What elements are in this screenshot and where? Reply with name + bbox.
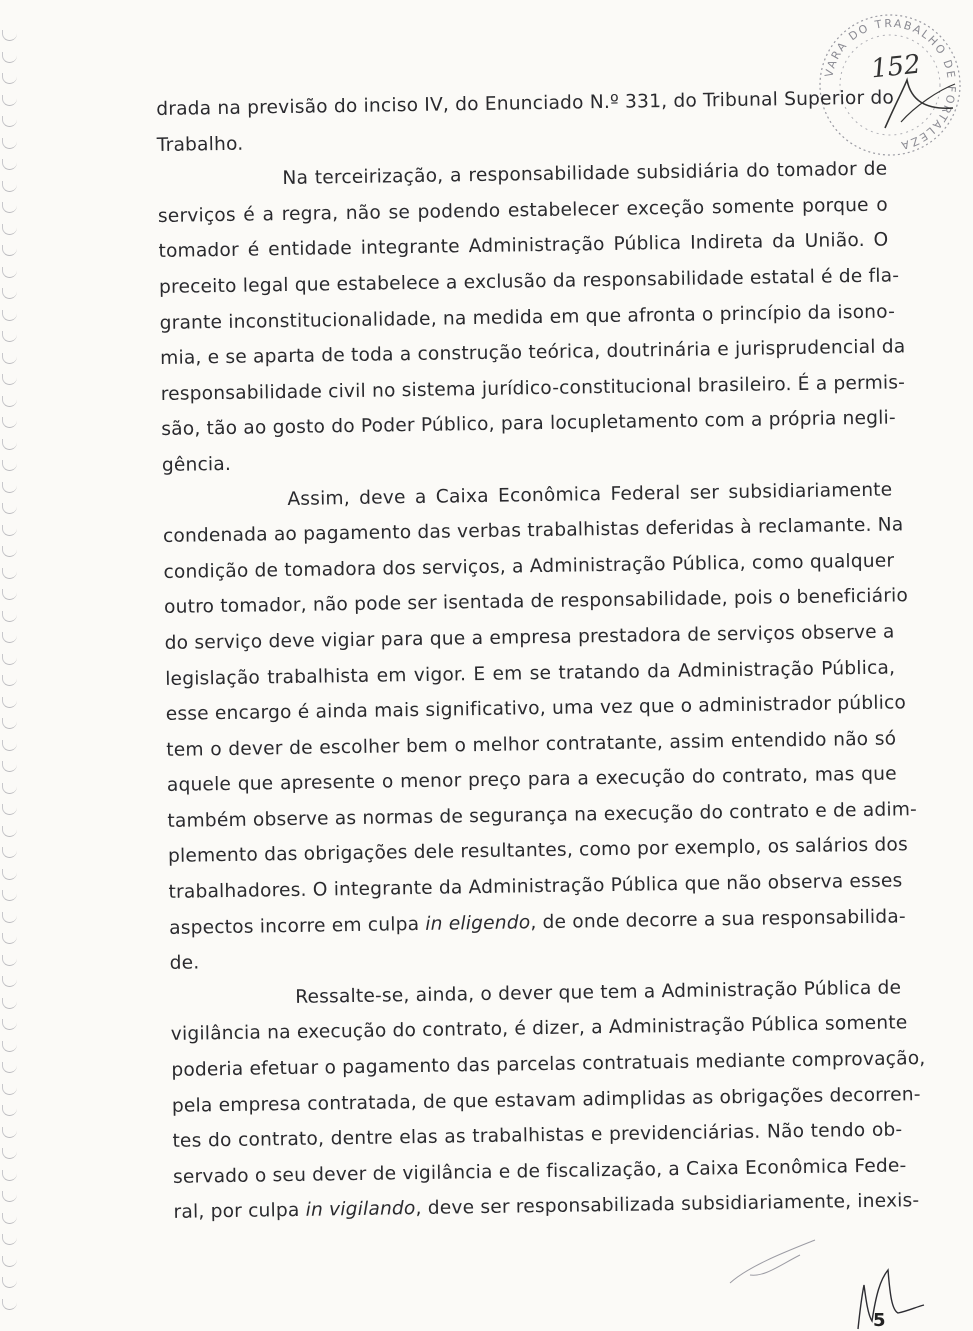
binding-hole (2, 912, 17, 923)
binding-hole (2, 396, 17, 407)
binding-hole (2, 697, 17, 708)
binding-hole (2, 439, 17, 450)
text-line: Assim, deve a Caixa Econômica Federal ser subsidiariamente (287, 479, 893, 510)
text-line: tem o dever de escolher bem o melhor contratante, assim entendido não só (166, 728, 897, 761)
text-line: legislação trabalhista em vigor. E em se tratando da Administração Pública, (165, 656, 896, 690)
binding-hole (2, 1062, 17, 1073)
text-line: gência. (161, 453, 232, 476)
text-line: são, tão ao gosto do Poder Público, para locupletamento com a própria negli- (161, 407, 897, 441)
paragraph-1 (156, 81, 895, 164)
text-line: Trabalho. (156, 133, 244, 156)
binding-hole (2, 224, 17, 235)
binding-holes (0, 30, 26, 1320)
text-line: preceito legal que estabelece a exclusão da responsabilidade estatal é de fla- (158, 265, 900, 298)
binding-hole (2, 1127, 17, 1138)
binding-hole (2, 1170, 17, 1181)
text-line: Ressalte-se, ainda, o dever que tem a Administração Pública de (295, 977, 902, 1008)
binding-hole (2, 740, 17, 751)
binding-hole (2, 525, 17, 536)
text-line: mia, e se aparta de toda a construção teórica, doutrinária e jurisprudencial da (160, 336, 906, 370)
binding-hole (2, 632, 17, 643)
binding-hole (2, 826, 17, 837)
binding-hole (2, 417, 17, 428)
text-line: plemento das obrigações dele resultantes, como por exemplo, os salários dos (167, 834, 909, 868)
binding-hole (2, 159, 17, 170)
text-line: Na terceirização, a responsabilidade subsidiária do tomador de (282, 158, 888, 190)
binding-hole (2, 1041, 17, 1052)
binding-hole (2, 1191, 17, 1202)
binding-hole (2, 503, 17, 514)
binding-hole (2, 116, 17, 127)
binding-hole (2, 1019, 17, 1030)
binding-hole (2, 331, 17, 342)
binding-hole (2, 654, 17, 665)
paragraph-2 (157, 152, 906, 484)
binding-hole (2, 1084, 17, 1095)
binding-hole (2, 1299, 17, 1310)
stamp-ring-text: VARA DO TRABALHO DE FORTALEZA (822, 16, 959, 153)
text-line: tes do contrato, dentre elas as trabalhistas e previdenciárias. Não tendo ob- (172, 1119, 903, 1153)
text-line: trabalhadores. O integrante da Administração Pública que não observa esses (168, 870, 903, 903)
text-line: de. (169, 952, 200, 975)
binding-hole (2, 245, 17, 256)
text-line: condenada ao pagamento das verbas trabalhistas deferidas à reclamante. Na (162, 514, 904, 548)
binding-hole (2, 1277, 17, 1288)
binding-hole (2, 482, 17, 493)
text-line: drada na previsão do inciso IV, do Enunciado N.º 331, do Tribunal Superior do (156, 87, 895, 120)
binding-hole (2, 288, 17, 299)
binding-hole (2, 374, 17, 385)
binding-hole (2, 1148, 17, 1159)
binding-hole (2, 890, 17, 901)
text-line: tomador é entidade integrante Administração Pública Indireta da União. O (158, 229, 889, 263)
paragraph-4 (170, 970, 926, 1231)
binding-hole (2, 52, 17, 63)
binding-hole (2, 1234, 17, 1245)
binding-hole (2, 138, 17, 149)
text-line: serviços é a regra, não se podendo estabelecer exceção somente porque o (157, 194, 889, 227)
binding-hole (2, 310, 17, 321)
binding-hole (2, 546, 17, 557)
binding-hole (2, 1213, 17, 1224)
text-line: pela empresa contratada, de que estavam adimplidas as obrigações decorren- (171, 1083, 921, 1117)
binding-hole (2, 761, 17, 772)
binding-hole (2, 718, 17, 729)
text-line: também observe as normas de segurança na execução do contrato e de adim- (167, 799, 918, 832)
binding-hole (2, 181, 17, 192)
text-line: esse encargo é ainda mais significativo, uma vez que o administrador público (165, 692, 907, 726)
binding-hole (2, 1256, 17, 1267)
italic-term: in eligendo (425, 911, 531, 935)
binding-hole (2, 847, 17, 858)
binding-hole (2, 976, 17, 987)
binding-hole (2, 460, 17, 471)
text-line: vigilância na execução do contrato, é dizer, a Administração Pública somente (170, 1012, 908, 1046)
binding-hole (2, 202, 17, 213)
stamp-sheet-number: 152 (869, 49, 923, 85)
text-line: poderia efetuar o pagamento das parcelas contratuais mediante comprovação, (171, 1048, 926, 1081)
text-segment: ral, por culpa (173, 1200, 306, 1224)
binding-hole (2, 267, 17, 278)
document-body (156, 81, 926, 1231)
binding-hole (2, 675, 17, 686)
binding-hole (2, 783, 17, 794)
text-line: grante inconstitucionalidade, na medida em que afronta o princípio da isono- (159, 300, 896, 334)
page-number: 5 (873, 1310, 886, 1331)
text-line: condição de tomadora dos serviços, a Administração Pública, como qualquer (163, 550, 895, 583)
binding-hole (2, 998, 17, 1009)
binding-hole (2, 955, 17, 966)
text-segment: aspectos incorre em culpa (168, 913, 426, 939)
binding-hole (2, 30, 17, 41)
handwritten-initials (720, 1225, 960, 1331)
binding-hole (2, 95, 17, 106)
text-segment: , deve ser responsabilizada subsidiariamente, inexis- (415, 1190, 920, 1220)
text-segment: , de onde decorre a sua responsabilida- (530, 905, 907, 933)
text-line: do serviço deve vigiar para que a empresa prestadora de serviços observe a (164, 621, 895, 654)
italic-term: in vigilando (305, 1198, 416, 1222)
binding-hole (2, 869, 17, 880)
text-line: outro tomador, não pode ser isentada de responsabilidade, pois o beneficiário (163, 585, 909, 619)
binding-hole (2, 568, 17, 579)
binding-hole (2, 611, 17, 622)
text-line: servado o seu dever de vigilância e de fiscalização, a Caixa Econômica Fede- (172, 1155, 907, 1188)
text-line: responsabilidade civil no sistema jurídico-constitucional brasileiro. É a permis- (160, 372, 906, 405)
binding-hole (2, 933, 17, 944)
binding-hole (2, 804, 17, 815)
binding-hole (2, 353, 17, 364)
paragraph-3 (162, 472, 918, 982)
binding-hole (2, 1105, 17, 1116)
binding-hole (2, 73, 17, 84)
binding-hole (2, 589, 17, 600)
text-line: aquele que apresente o menor preço para a execução do contrato, mas que (166, 763, 897, 797)
